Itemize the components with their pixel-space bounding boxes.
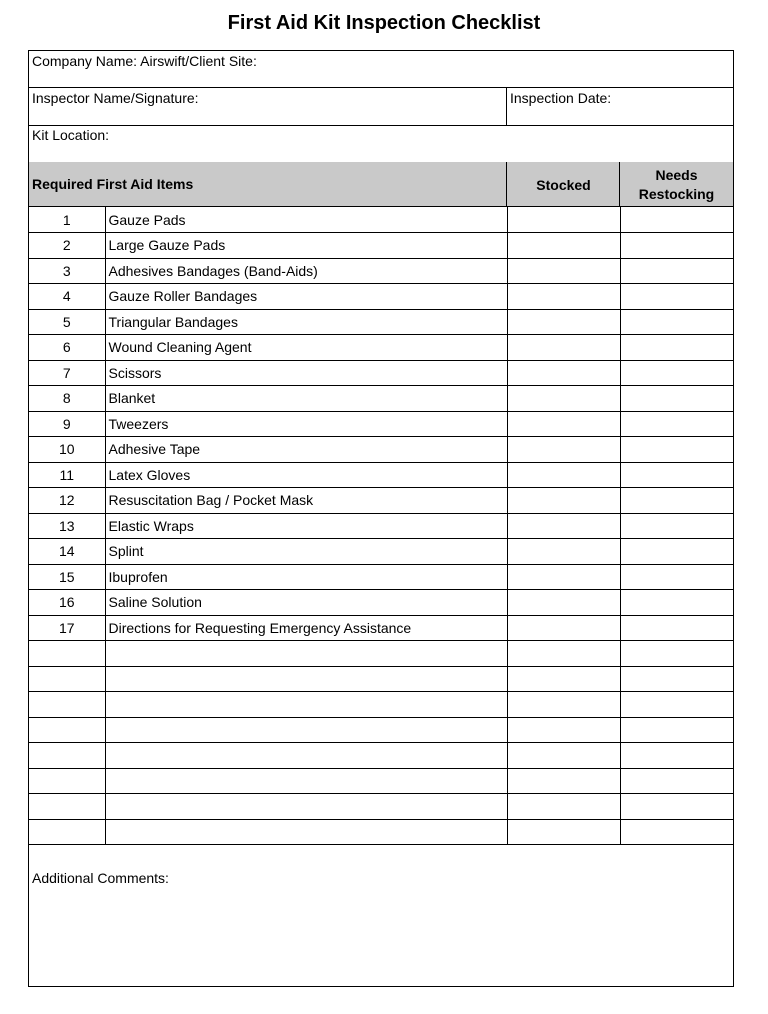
item-number: 6 [29,335,105,361]
item-number [29,641,105,667]
table-row [29,386,733,412]
header-required-items: Required First Aid Items [32,176,194,192]
table-row [29,462,733,488]
table-row [29,335,733,361]
item-number: 16 [29,590,105,616]
stocked-cell[interactable] [507,258,620,284]
stocked-cell[interactable] [507,360,620,386]
item-name: Saline Solution [105,590,507,616]
table-row [29,513,733,539]
table-row [29,615,733,641]
table-row [29,768,733,794]
table-row [29,207,733,233]
item-number: 4 [29,284,105,310]
needs-restocking-cell[interactable] [620,335,733,361]
table-row [29,590,733,616]
inspection-date-field[interactable]: Inspection Date: [510,90,612,106]
table-row [29,437,733,463]
needs-restocking-cell[interactable] [620,539,733,565]
table-row [29,564,733,590]
needs-restocking-cell[interactable] [620,411,733,437]
item-number [29,717,105,743]
item-number [29,666,105,692]
item-name [105,717,507,743]
needs-restocking-cell[interactable] [620,564,733,590]
item-name: Resuscitation Bag / Pocket Mask [105,488,507,514]
item-name: Elastic Wraps [105,513,507,539]
item-name: Gauze Roller Bandages [105,284,507,310]
items-table [29,207,733,845]
item-number: 12 [29,488,105,514]
item-number: 17 [29,615,105,641]
needs-restocking-cell[interactable] [620,819,733,845]
needs-restocking-cell[interactable] [620,284,733,310]
stocked-cell[interactable] [507,539,620,565]
stocked-cell[interactable] [507,513,620,539]
needs-restocking-cell[interactable] [620,309,733,335]
table-row [29,794,733,820]
item-name: Blanket [105,386,507,412]
item-number: 13 [29,513,105,539]
stocked-cell[interactable] [507,207,620,233]
item-number: 8 [29,386,105,412]
stocked-cell[interactable] [507,692,620,718]
stocked-cell[interactable] [507,284,620,310]
header-stocked: Stocked [536,177,591,193]
stocked-cell[interactable] [507,411,620,437]
item-name: Wound Cleaning Agent [105,335,507,361]
stocked-cell[interactable] [507,666,620,692]
item-name: Large Gauze Pads [105,233,507,259]
item-name [105,794,507,820]
needs-restocking-cell[interactable] [620,615,733,641]
needs-restocking-cell[interactable] [620,488,733,514]
needs-restocking-cell[interactable] [620,666,733,692]
table-row [29,411,733,437]
stocked-cell[interactable] [507,794,620,820]
item-number: 14 [29,539,105,565]
item-name: Splint [105,539,507,565]
header-needs-line2: Restocking [638,186,715,202]
item-number: 1 [29,207,105,233]
item-number [29,692,105,718]
stocked-cell[interactable] [507,743,620,769]
item-name [105,819,507,845]
table-row [29,743,733,769]
item-number: 3 [29,258,105,284]
table-row [29,258,733,284]
needs-restocking-cell[interactable] [620,590,733,616]
stocked-cell[interactable] [507,717,620,743]
needs-restocking-cell[interactable] [620,386,733,412]
table-row [29,666,733,692]
item-name: Gauze Pads [105,207,507,233]
item-name [105,692,507,718]
needs-restocking-cell[interactable] [620,233,733,259]
table-row [29,819,733,845]
table-row [29,233,733,259]
item-number: 2 [29,233,105,259]
stocked-cell[interactable] [507,564,620,590]
item-number: 11 [29,462,105,488]
stocked-cell[interactable] [507,641,620,667]
stocked-cell[interactable] [507,615,620,641]
needs-restocking-cell[interactable] [620,258,733,284]
needs-restocking-cell[interactable] [620,768,733,794]
stocked-cell[interactable] [507,335,620,361]
item-number: 7 [29,360,105,386]
stocked-cell[interactable] [507,233,620,259]
needs-restocking-cell[interactable] [620,743,733,769]
item-number: 5 [29,309,105,335]
stocked-cell[interactable] [507,819,620,845]
item-name: Tweezers [105,411,507,437]
needs-restocking-cell[interactable] [620,207,733,233]
table-row [29,717,733,743]
header-needs-line1: Needs [655,167,698,183]
item-number [29,743,105,769]
item-name: Adhesive Tape [105,437,507,463]
company-name-field[interactable]: Company Name: Airswift/Client Site: [32,53,257,69]
needs-restocking-cell[interactable] [620,462,733,488]
needs-restocking-cell[interactable] [620,692,733,718]
item-number: 10 [29,437,105,463]
needs-restocking-cell[interactable] [620,641,733,667]
item-number: 15 [29,564,105,590]
item-name: Adhesives Bandages (Band-Aids) [105,258,507,284]
item-number [29,768,105,794]
table-row [29,309,733,335]
item-name: Scissors [105,360,507,386]
needs-restocking-cell[interactable] [620,717,733,743]
table-row [29,488,733,514]
item-name: Directions for Requesting Emergency Assistance [105,615,507,641]
item-name: Triangular Bandages [105,309,507,335]
table-row [29,692,733,718]
table-row [29,641,733,667]
stocked-cell[interactable] [507,462,620,488]
stocked-cell[interactable] [507,768,620,794]
item-name [105,743,507,769]
needs-restocking-cell[interactable] [620,513,733,539]
item-number [29,794,105,820]
item-name: Latex Gloves [105,462,507,488]
item-name: Ibuprofen [105,564,507,590]
item-name [105,666,507,692]
stocked-cell[interactable] [507,437,620,463]
header-needs-restocking [620,167,733,202]
stocked-cell[interactable] [507,590,620,616]
table-row [29,360,733,386]
kit-location-field[interactable]: Kit Location: [32,127,110,143]
stocked-cell[interactable] [507,488,620,514]
needs-restocking-cell[interactable] [620,360,733,386]
item-name [105,768,507,794]
item-number [29,819,105,845]
page-title: First Aid Kit Inspection Checklist [227,12,541,34]
item-name [105,641,507,667]
item-number: 9 [29,411,105,437]
table-row [29,539,733,565]
stocked-cell[interactable] [507,309,620,335]
additional-comments-field[interactable]: Additional Comments: [32,870,169,886]
table-row [29,284,733,310]
stocked-cell[interactable] [507,386,620,412]
needs-restocking-cell[interactable] [620,794,733,820]
checklist-form [28,50,734,987]
inspector-name-field[interactable]: Inspector Name/Signature: [32,90,199,106]
needs-restocking-cell[interactable] [620,437,733,463]
